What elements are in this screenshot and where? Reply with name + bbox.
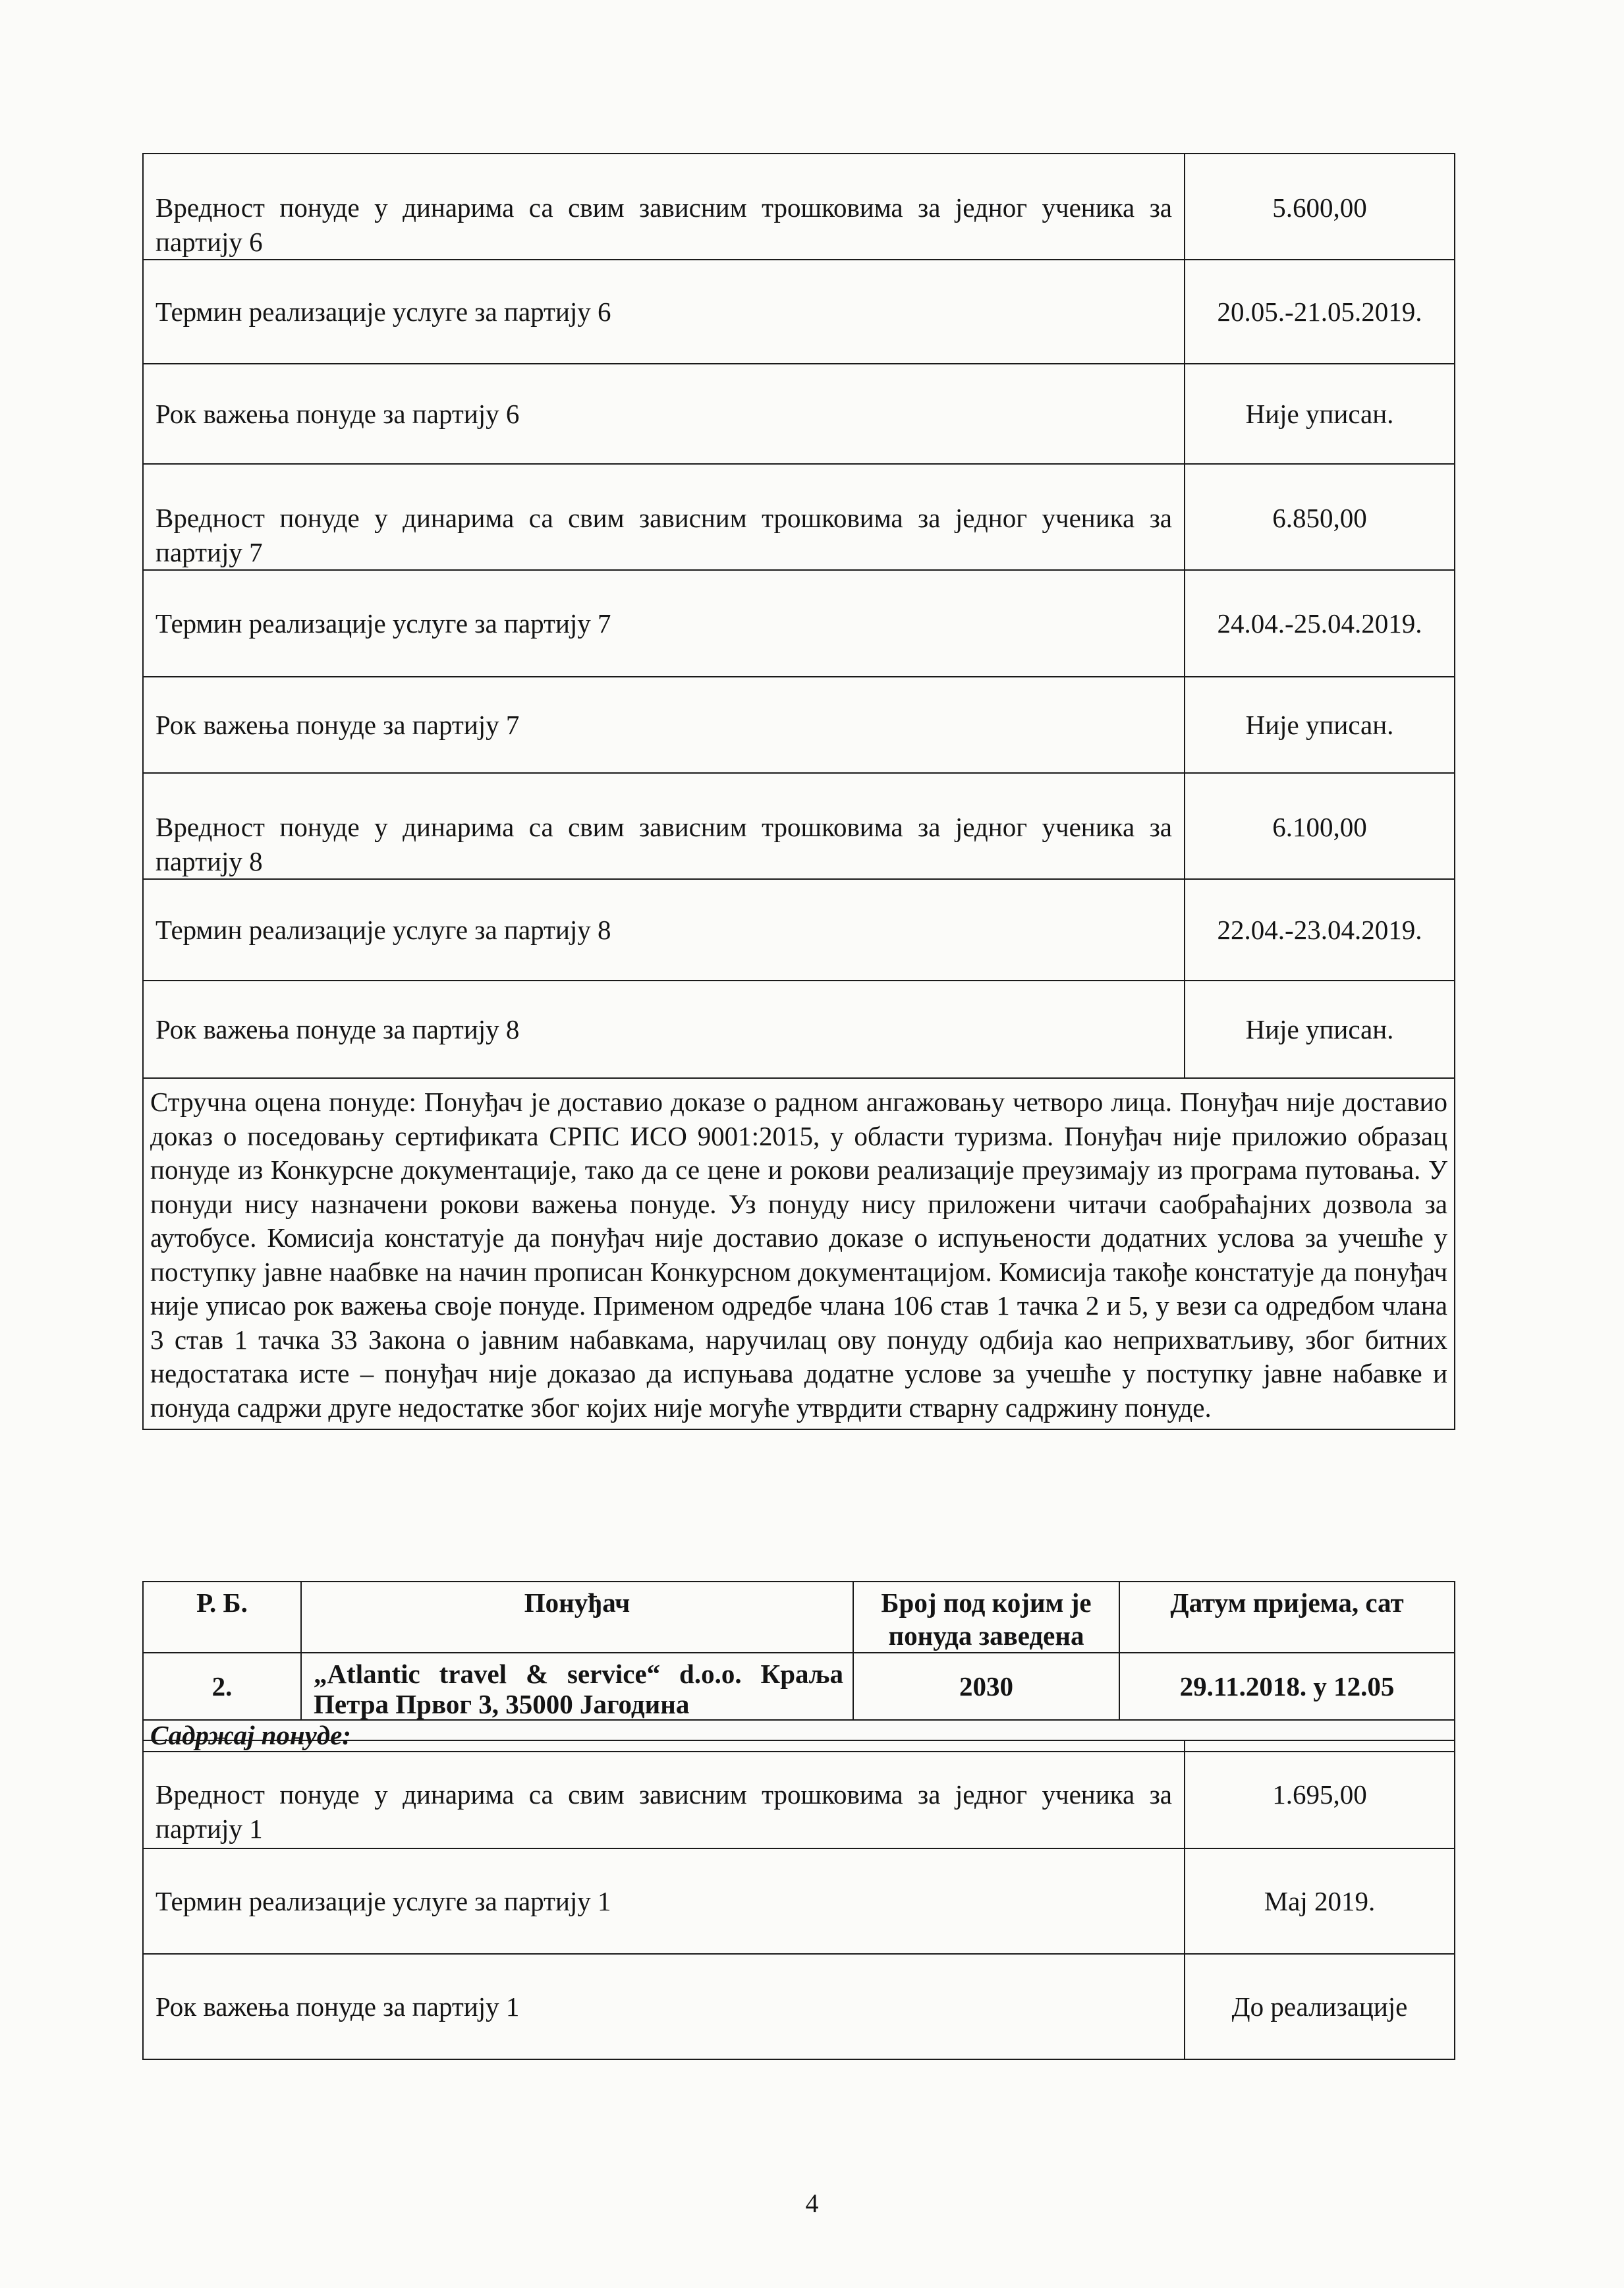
row-label: Вредност понуде у динарима са свим зависним трошковима за једног ученика за партију 1 [143,1740,1185,1848]
contents-label: Садржај понуде: [143,1720,1455,1752]
table-row [143,1848,1455,1954]
table-row [143,1954,1455,2059]
table-row [143,464,1455,570]
row-label: Термин реализације услуге за партију 6 [143,260,1185,364]
row-value: 6.850,00 [1185,464,1455,570]
assessment-row [143,1078,1455,1429]
row-label: Рок важења понуде за партију 7 [143,677,1185,773]
table-row [143,677,1455,773]
row-label: Термин реализације услуге за партију 8 [143,879,1185,981]
header-datum: Датум пријема, сат [1119,1582,1455,1653]
bidder-name: „Atlantic travel & service“ d.o.o. Краља Петра Првог 3, 35000 Јагодина [301,1653,853,1720]
table-row [143,879,1455,981]
table-row [143,1740,1455,1848]
bidder-table [142,1581,1455,1752]
row-value: Није уписан. [1185,677,1455,773]
row-value: 20.05.-21.05.2019. [1185,260,1455,364]
row-label: Вредност понуде у динарима са свим зависним трошковима за једног ученика за партију 6 [143,154,1185,260]
table-row [143,773,1455,879]
page-number: 4 [805,2188,819,2218]
bidder-number: 2. [143,1653,301,1720]
header-broj: Број под којим је понуда заведена [853,1582,1119,1653]
row-value: Мај 2019. [1185,1848,1455,1954]
row-value: До реализације [1185,1954,1455,2059]
offer-contents-table [142,1740,1455,2060]
row-value: 6.100,00 [1185,773,1455,879]
row-label: Рок важења понуде за партију 8 [143,981,1185,1078]
row-label: Вредност понуде у динарима са свим зависним трошковима за једног ученика за партију 7 [143,464,1185,570]
bidder-registration-number: 2030 [853,1653,1119,1720]
row-value: Није уписан. [1185,981,1455,1078]
header-ponudjac: Понуђач [301,1582,853,1653]
row-label: Термин реализације услуге за партију 7 [143,570,1185,677]
row-value: Није уписан. [1185,364,1455,464]
row-label: Термин реализације услуге за партију 1 [143,1848,1185,1954]
table-row [143,260,1455,364]
table-row [143,570,1455,677]
table-row [143,981,1455,1078]
row-value: 5.600,00 [1185,154,1455,260]
table-row [143,364,1455,464]
row-value: 24.04.-25.04.2019. [1185,570,1455,677]
bidder-row [143,1653,1455,1720]
row-label: Рок важења понуде за партију 1 [143,1954,1185,2059]
table-row [143,154,1455,260]
bidder-received-date: 29.11.2018. у 12.05 [1119,1653,1455,1720]
offer-details-table [142,153,1455,1430]
row-value: 22.04.-23.04.2019. [1185,879,1455,981]
row-label: Рок важења понуде за партију 6 [143,364,1185,464]
header-row [143,1582,1455,1653]
row-value: 1.695,00 [1185,1740,1455,1848]
header-rb: Р. Б. [143,1582,301,1653]
expert-assessment-text: Стручна оцена понуде: Понуђач је доставио доказе о радном ангажовању четворо лица. Понуђач није доставио доказ о поседовању сертификата СРПС ИСО 9001:2015, у области туризма. Понуђач није приложио образац понуде из Конкурсне документације, тако да се цене и рокови реализације преузимају из програма путовања. У понуди нису назначени рокови важења понуде. Уз понуду нису приложени читачи саобраћајних дозвола за аутобусе. Комисија констатује да понуђач није доставио доказе о испуњености додатних услова за учешће у поступку јавне наабвке на начин прописан Конкурсном документацијом. Комисија такође констатује да понуђач није уписао рок важења своје понуде. Применом одредбе члана 106 став 1 тачка 2 и 5, у вези са одредбом члана 3 став 1 тачка 33 Закона о јавним набавкама, наручилац ову понуду одбија као неприхватљиву, због битних недостатака исте – понуђач није доказао да испуњава додатне услове за учешће у поступку јавне набавке и понуда садржи друге недостатке због којих није могуће утврдити стварну садржину понуде. [143,1078,1455,1429]
row-label: Вредност понуде у динарима са свим зависним трошковима за једног ученика за партију 8 [143,773,1185,879]
